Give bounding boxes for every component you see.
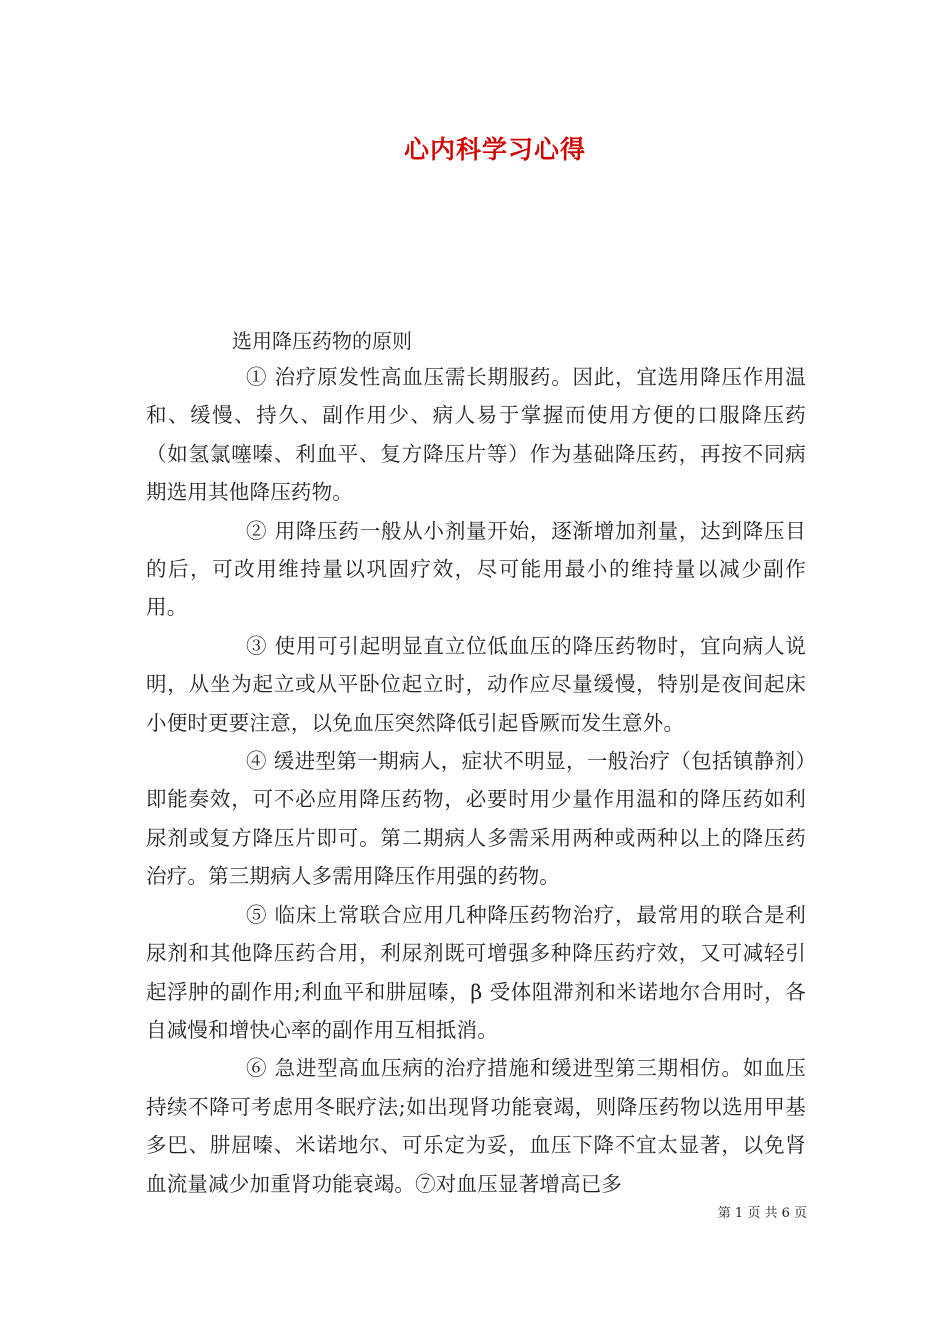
document-title: 心内科学习心得	[403, 135, 586, 164]
paragraph-5: ⑤ 临床上常联合应用几种降压药物治疗，最常用的联合是利尿剂和其他降压药合用，利尿剂既可增强多种降压药疗效，又可减轻引起浮肿的副作用;利血平和肼屈嗪，β 受体阻滞剂和米诺地尔合用时，各自减慢和增快心率的副作用互相抵消。	[146, 902, 806, 1042]
section-heading: 选用降压药物的原则	[232, 329, 412, 353]
paragraph-1: ① 治疗原发性高血压需长期服药。因此，宜选用降压作用温和、缓慢、持久、副作用少、病人易于掌握而使用方便的口服降压药（如氢氯噻嗪、利血平、复方降压片等）作为基础降压药，再按不同病期选用其他降压药物。	[146, 365, 806, 505]
paragraph-2: ② 用降压药一般从小剂量开始，逐渐增加剂量，达到降压目的后，可改用维持量以巩固疗效，尽可能用最小的维持量以减少副作用。	[146, 518, 806, 620]
document-body	[146, 358, 806, 1203]
paragraph-6: ⑥ 急进型高血压病的治疗措施和缓进型第三期相仿。如血压持续不降可考虑用冬眠疗法;如出现肾功能衰竭，则降压药物以选用甲基多巴、肼屈嗪、米诺地尔、可乐定为妥，血压下降不宜太显著，以免肾血流量减少加重肾功能衰竭。⑦对血压显著增高已多	[146, 1056, 806, 1196]
paragraph-4: ④ 缓进型第一期病人，症状不明显，一般治疗（包括镇静剂）即能奏效，可不必应用降压药物，必要时用少量作用温和的降压药如利尿剂或复方降压片即可。第二期病人多需采用两种或两种以上的降压药治疗。第三期病人多需用降压作用强的药物。	[146, 749, 806, 889]
page-footer: 第 1 页 共 6 页	[717, 1206, 807, 1221]
paragraph-3: ③ 使用可引起明显直立位低血压的降压药物时，宜向病人说明，从坐为起立或从平卧位起立时，动作应尽量缓慢，特别是夜间起床小便时更要注意，以免血压突然降低引起昏厥而发生意外。	[146, 633, 806, 735]
